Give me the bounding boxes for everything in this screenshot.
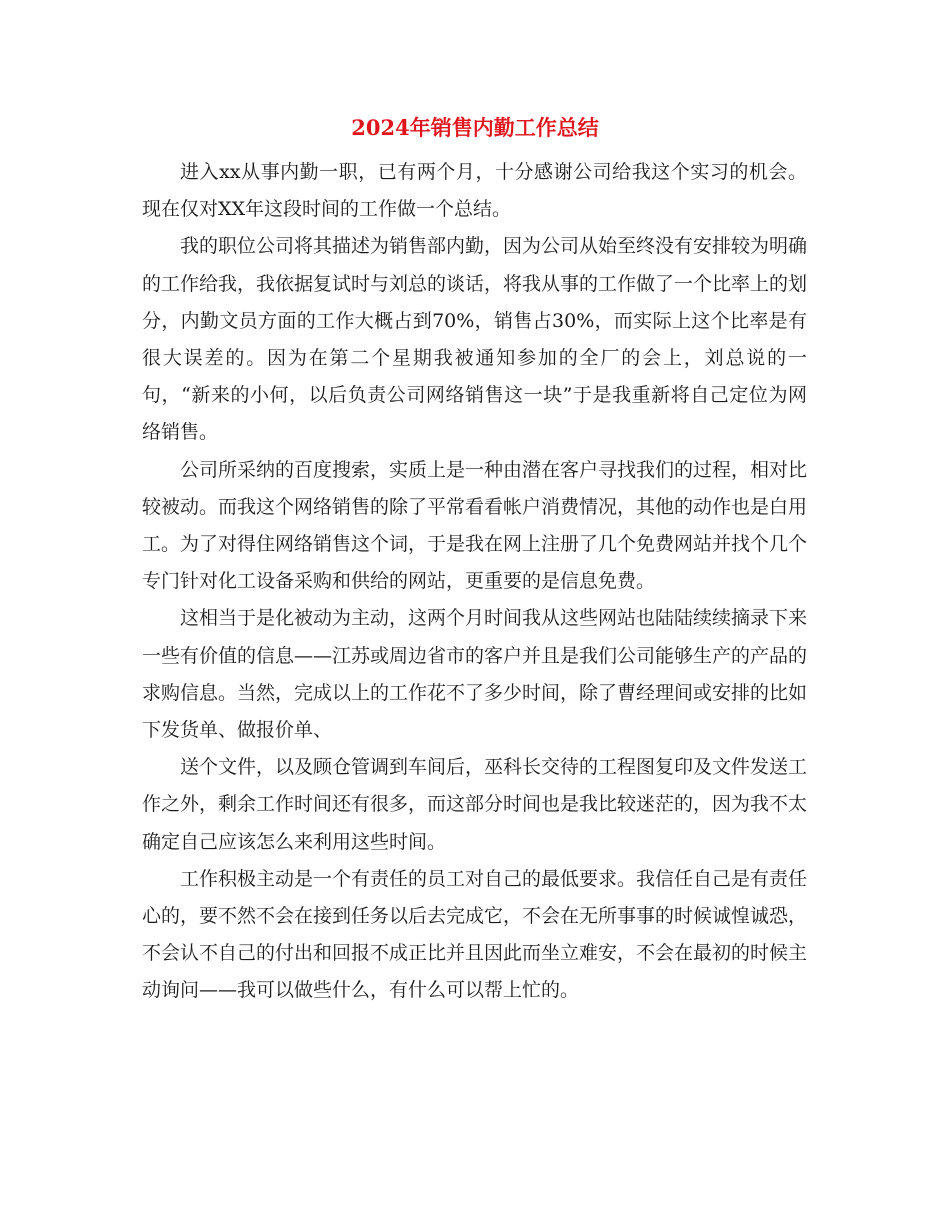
paragraph-2: 我的职位公司将其描述为销售部内勤，因为公司从始至终没有安排较为明确的工作给我，我依据复试时与刘总的谈话，将我从事的工作做了一个比率上的划分，内勤文员方面的工作大概占到70%，销售占30%，而实际上这个比率是有很大误差的。因为在第二个星期我被通知参加的全厂的会上，刘总说的一句，“新来的小何，以后负责公司网络销售这一块”于是我重新将自己定位为网络销售。 xyxy=(142,235,808,444)
paragraph-6: 工作积极主动是一个有责任的员工对自己的最低要求。我信任自己是有责任心的，要不然不会在接到任务以后去完成它，不会在无所事事的时候诚惶诚恐，不会认不自己的付出和回报不成正比并且因此而坐立难安，不会在最初的时候主动询问——我可以做些什么，有什么可以帮上忙的。 xyxy=(142,867,808,1002)
document-body xyxy=(142,154,807,1010)
paragraph-3: 公司所采纳的百度搜索，实质上是一种由潜在客户寻找我们的过程，相对比较被动。而我这个网络销售的除了平常看看帐户消费情况，其他的动作也是白用工。为了对得住网络销售这个词，于是我在网上注册了几个免费网站并找个几个专门针对化工设备采购和供给的网站，更重要的是信息免费。 xyxy=(142,458,808,593)
paragraph-4: 这相当于是化被动为主动，这两个月时间我从这些网站也陆陆续续摘录下来一些有价值的信息——江苏或周边省市的客户并且是我们公司能够生产的产品的求购信息。当然，完成以上的工作花不了多少时间，除了曹经理间或安排的比如下发货单、做报价单、 xyxy=(142,607,808,742)
paragraph-5: 送个文件，以及顾仓管调到车间后，巫科长交待的工程图复印及文件发送工作之外，剩余工作时间还有很多，而这部分时间也是我比较迷茫的，因为我不太确定自己应该怎么来利用这些时间。 xyxy=(142,756,808,853)
paragraph-1: 进入xx从事内勤一职，已有两个月，十分感谢公司给我这个实习的机会。现在仅对XX年这段时间的工作做一个总结。 xyxy=(142,161,807,221)
document-title: 2024年销售内勤工作总结 xyxy=(351,115,599,140)
